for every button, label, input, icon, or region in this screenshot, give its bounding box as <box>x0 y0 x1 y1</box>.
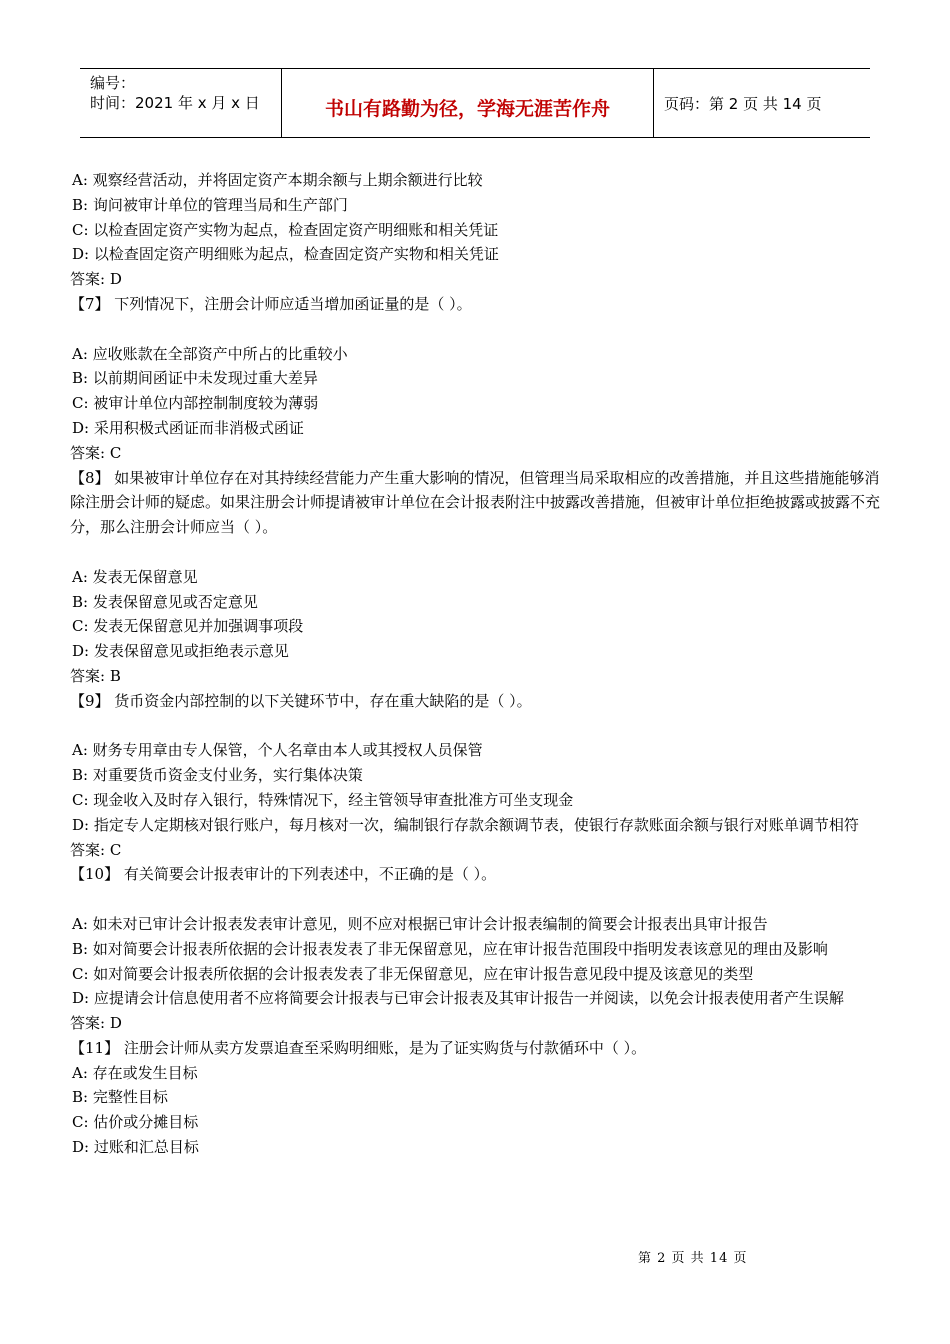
q11-question: 【11】 注册会计师从卖方发票追查至采购明细账，是为了证实购货与付款循环中（ ）。 <box>70 1038 647 1057</box>
q9-option-d: D: 指定专人定期核对银行账户，每月核对一次，编制银行存款余额调节表，使银行存款账面余额与银行对账单调节相符 <box>72 815 859 834</box>
q8-question: 【8】 如果被审计单位存在对其持续经营能力产生重大影响的情况，但管理当局采取相应的改善措施，并且这些措施能够消除注册会计师的疑虑。如果注册会计师提请被审计单位在会计报表附注中披露改善措施，但被审计单位拒绝披露或披露不充分，那么注册会计师应当（ ）。 <box>70 468 881 537</box>
q8-option-b: B: 发表保留意见或否定意见 <box>72 592 258 611</box>
q11-option-c: C: 估价或分摊目标 <box>72 1113 199 1132</box>
q6-answer: 答案: D <box>70 270 122 289</box>
q8-option-d: D: 发表保留意见或拒绝表示意见 <box>72 642 289 661</box>
q8-option-a: A: 发表无保留意见 <box>72 567 198 586</box>
q7-option-c: C: 被审计单位内部控制制度较为薄弱 <box>72 394 319 413</box>
q7-question: 【7】 下列情况下，注册会计师应适当增加函证量的是（ ）。 <box>70 294 472 313</box>
q9-option-a: A: 财务专用章由专人保管，个人名章由本人或其授权人员保管 <box>72 741 483 760</box>
q7-option-d: D: 采用积极式函证而非消极式函证 <box>72 418 304 437</box>
q10-option-b: B: 如对简要会计报表所依据的会计报表发表了非无保留意见，应在审计报告范围段中指明发表该意见的理由及影响 <box>72 939 828 958</box>
q10-option-d: D: 应提请会计信息使用者不应将简要会计报表与已审会计报表及其审计报告一并阅读，以免会计报表使用者产生误解 <box>72 989 844 1008</box>
q7-answer: 答案: C <box>70 443 122 462</box>
q10-question: 【10】 有关简要会计报表审计的下列表述中，不正确的是（ ）。 <box>70 865 497 884</box>
q11-option-b: B: 完整性目标 <box>72 1088 168 1107</box>
q9-option-c: C: 现金收入及时存入银行，特殊情况下，经主管领导审查批准方可坐支现金 <box>72 790 574 809</box>
header-info <box>80 69 282 137</box>
q9-question: 【9】 货币资金内部控制的以下关键环节中，存在重大缺陷的是（ ）。 <box>70 691 532 710</box>
page-header <box>80 68 870 138</box>
document-body <box>70 168 885 1160</box>
q6-option-b: B: 询问被审计单位的管理当局和生产部门 <box>72 195 348 214</box>
time-label: 时间：2021 年 x 月 x 日 <box>90 94 260 112</box>
q6-option-d: D: 以检查固定资产明细账为起点，检查固定资产实物和相关凭证 <box>72 245 499 264</box>
q6-option-c: C: 以检查固定资产实物为起点，检查固定资产明细账和相关凭证 <box>72 220 499 239</box>
q11-option-d: D: 过账和汇总目标 <box>72 1138 199 1157</box>
q8-option-c: C: 发表无保留意见并加强调事项段 <box>72 617 304 636</box>
spacer <box>70 714 885 739</box>
page-footer: 第 2 页 共 14 页 <box>638 1251 748 1266</box>
q7-option-a: A: 应收账款在全部资产中所占的比重较小 <box>72 344 348 363</box>
q11-option-a: A: 存在或发生目标 <box>72 1063 198 1082</box>
q10-answer: 答案: D <box>70 1014 122 1033</box>
q10-option-a: A: 如未对已审计会计报表发表审计意见，则不应对根据已审计会计报表编制的简要会计报表出具审计报告 <box>72 914 768 933</box>
q7-option-b: B: 以前期间函证中未发现过重大差异 <box>72 369 318 388</box>
spacer <box>70 887 885 912</box>
q8-answer: 答案: B <box>70 666 121 685</box>
q6-option-a: A: 观察经营活动，并将固定资产本期余额与上期余额进行比较 <box>72 171 483 189</box>
q9-option-b: B: 对重要货币资金支付业务，实行集体决策 <box>72 766 363 785</box>
spacer <box>70 540 885 565</box>
spacer <box>70 317 885 342</box>
q9-answer: 答案: C <box>70 840 122 859</box>
q10-option-c: C: 如对简要会计报表所依据的会计报表发表了非无保留意见，应在审计报告意见段中提及该意见的类型 <box>72 964 754 983</box>
motto: 书山有路勤为径，学海无涯苦作舟 <box>282 69 654 137</box>
page-label: 页码：第 2 页 共 14 页 <box>664 94 822 113</box>
number-label: 编号： <box>90 74 136 92</box>
